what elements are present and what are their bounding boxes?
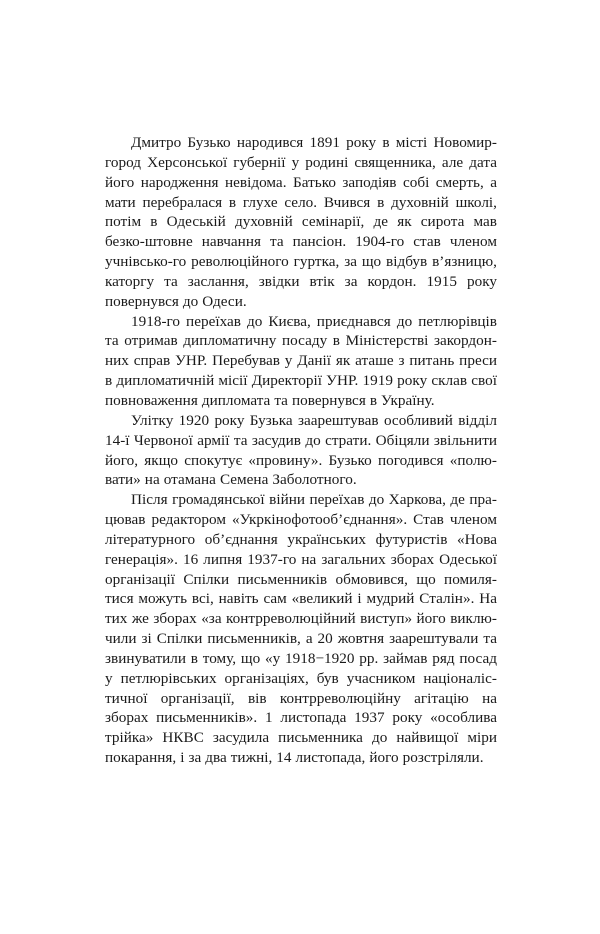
paragraph-2: 1918-го переїхав до Києва, приєднався до петлюрівців та отримав дипломатичну посаду в Міністерстві закордон-них справ УНР. Перебував у Данії як аташе з питань преси в дипломатичній місії Директорії УНР. 1919 року склав свої повноваження дипломата та повернувся в Україну. — [105, 312, 497, 409]
paragraph-3: Улітку 1920 року Бузька заарештував особливий відділ 14-ї Червоної армії та засудив до страти. Обіцяли звільнити його, якщо спокутує «провину». Бузько погодився «полю-вати» на отамана Семена Заболотного. — [105, 411, 497, 489]
paragraph-1: Дмитро Бузько народився 1891 року в місті Новомир-город Херсонської губернії у родині священника, але дата його народження невідома. Батько заподіяв собі смерть, а мати перебралася в глухе село. Вчився в духовній школі, потім в Одеській духовній семінарії, де як сирота мав безко-штовне навчання та пансіон. 1904-го став членом учнівсько-го революційного гуртка, за що відбув в’язницю, каторгу та заслання, звідки втік за кордон. 1915 року повернувся до Одеси. — [105, 134, 497, 310]
paragraph-4: Після громадянської війни переїхав до Харкова, де пра-цював редактором «Укркінофотооб’єднання». Став членом літературного об’єднання українських футуристів «Нова генерація». 16 липня 1937-го на загальних зборах Одеської організації Спілки письменників обмовився, що помиля-тися можуть всі, навіть сам «великий і мудрий Сталін». На тих же зборах «за контрреволюційний виступ» його виклю-чили зі Спілки письменників, а 20 жовтня заарештували та звинуватили в тому, що «у 1918−1920 рр. займав ряд посад у петлюрівських організаціях, був учасником націоналіс-тичної організації, вів контрреволюційну агітацію на зборах письменників». 1 листопада 1937 року «особлива трійка» НКВС засудила письменника до найвищої міри покарання, і за два тижні, 14 листопада, його розстріляли. — [105, 491, 497, 767]
body-text-block — [105, 133, 497, 768]
